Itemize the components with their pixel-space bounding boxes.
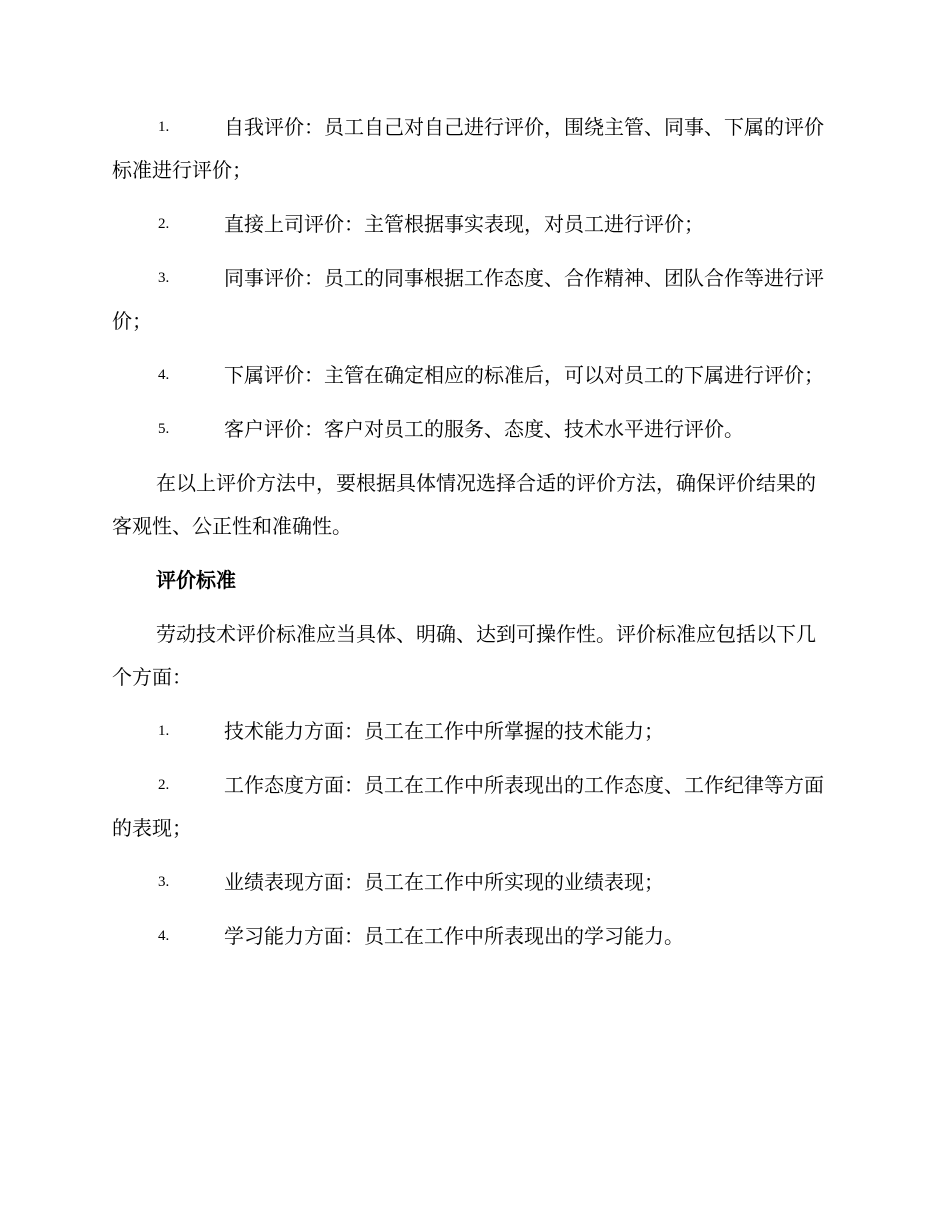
summary-paragraph: 在以上评价方法中，要根据具体情况选择合适的评价方法，确保评价结果的客观性、公正性和准确性。 [112, 471, 816, 538]
list-number: 2. [158, 216, 170, 232]
list-number: 3. [158, 874, 170, 890]
list-item-text: 下属评价：主管在确定相应的标准后，可以对员工的下属进行评价； [224, 363, 824, 387]
list-item [112, 764, 834, 850]
list-item [112, 408, 834, 451]
list-number: 2. [158, 777, 170, 793]
list-item [112, 915, 834, 958]
list-number: 4. [158, 367, 170, 383]
list-number: 4. [158, 928, 170, 944]
list-number: 1. [158, 119, 170, 135]
list-item [112, 710, 834, 753]
list-item [112, 106, 834, 192]
intro-paragraph: 劳动技术评价标准应当具体、明确、达到可操作性。评价标准应包括以下几个方面： [112, 622, 816, 689]
section-heading: 评价标准 [156, 568, 236, 592]
document-page [112, 106, 834, 969]
list-item [112, 354, 834, 397]
list-item-text: 技术能力方面：员工在工作中所掌握的技术能力； [224, 719, 664, 743]
list-item-text: 学习能力方面：员工在工作中所表现出的学习能力。 [224, 924, 684, 948]
list-item-text: 直接上司评价：主管根据事实表现，对员工进行评价； [224, 212, 704, 236]
list-item-text: 业绩表现方面：员工在工作中所实现的业绩表现； [224, 870, 664, 894]
list-item-text: 客户评价：客户对员工的服务、态度、技术水平进行评价。 [224, 417, 744, 441]
list-number: 3. [158, 270, 170, 286]
list-item-text: 同事评价：员工的同事根据工作态度、合作精神、团队合作等进行评价； [112, 266, 824, 333]
list-number: 1. [158, 723, 170, 739]
list-item [112, 203, 834, 246]
list-number: 5. [158, 421, 170, 437]
list-item [112, 861, 834, 904]
list-item-text: 工作态度方面：员工在工作中所表现出的工作态度、工作纪律等方面的表现； [112, 773, 824, 840]
list-item-text: 自我评价：员工自己对自己进行评价，围绕主管、同事、下属的评价标准进行评价； [112, 115, 824, 182]
list-item [112, 257, 834, 343]
